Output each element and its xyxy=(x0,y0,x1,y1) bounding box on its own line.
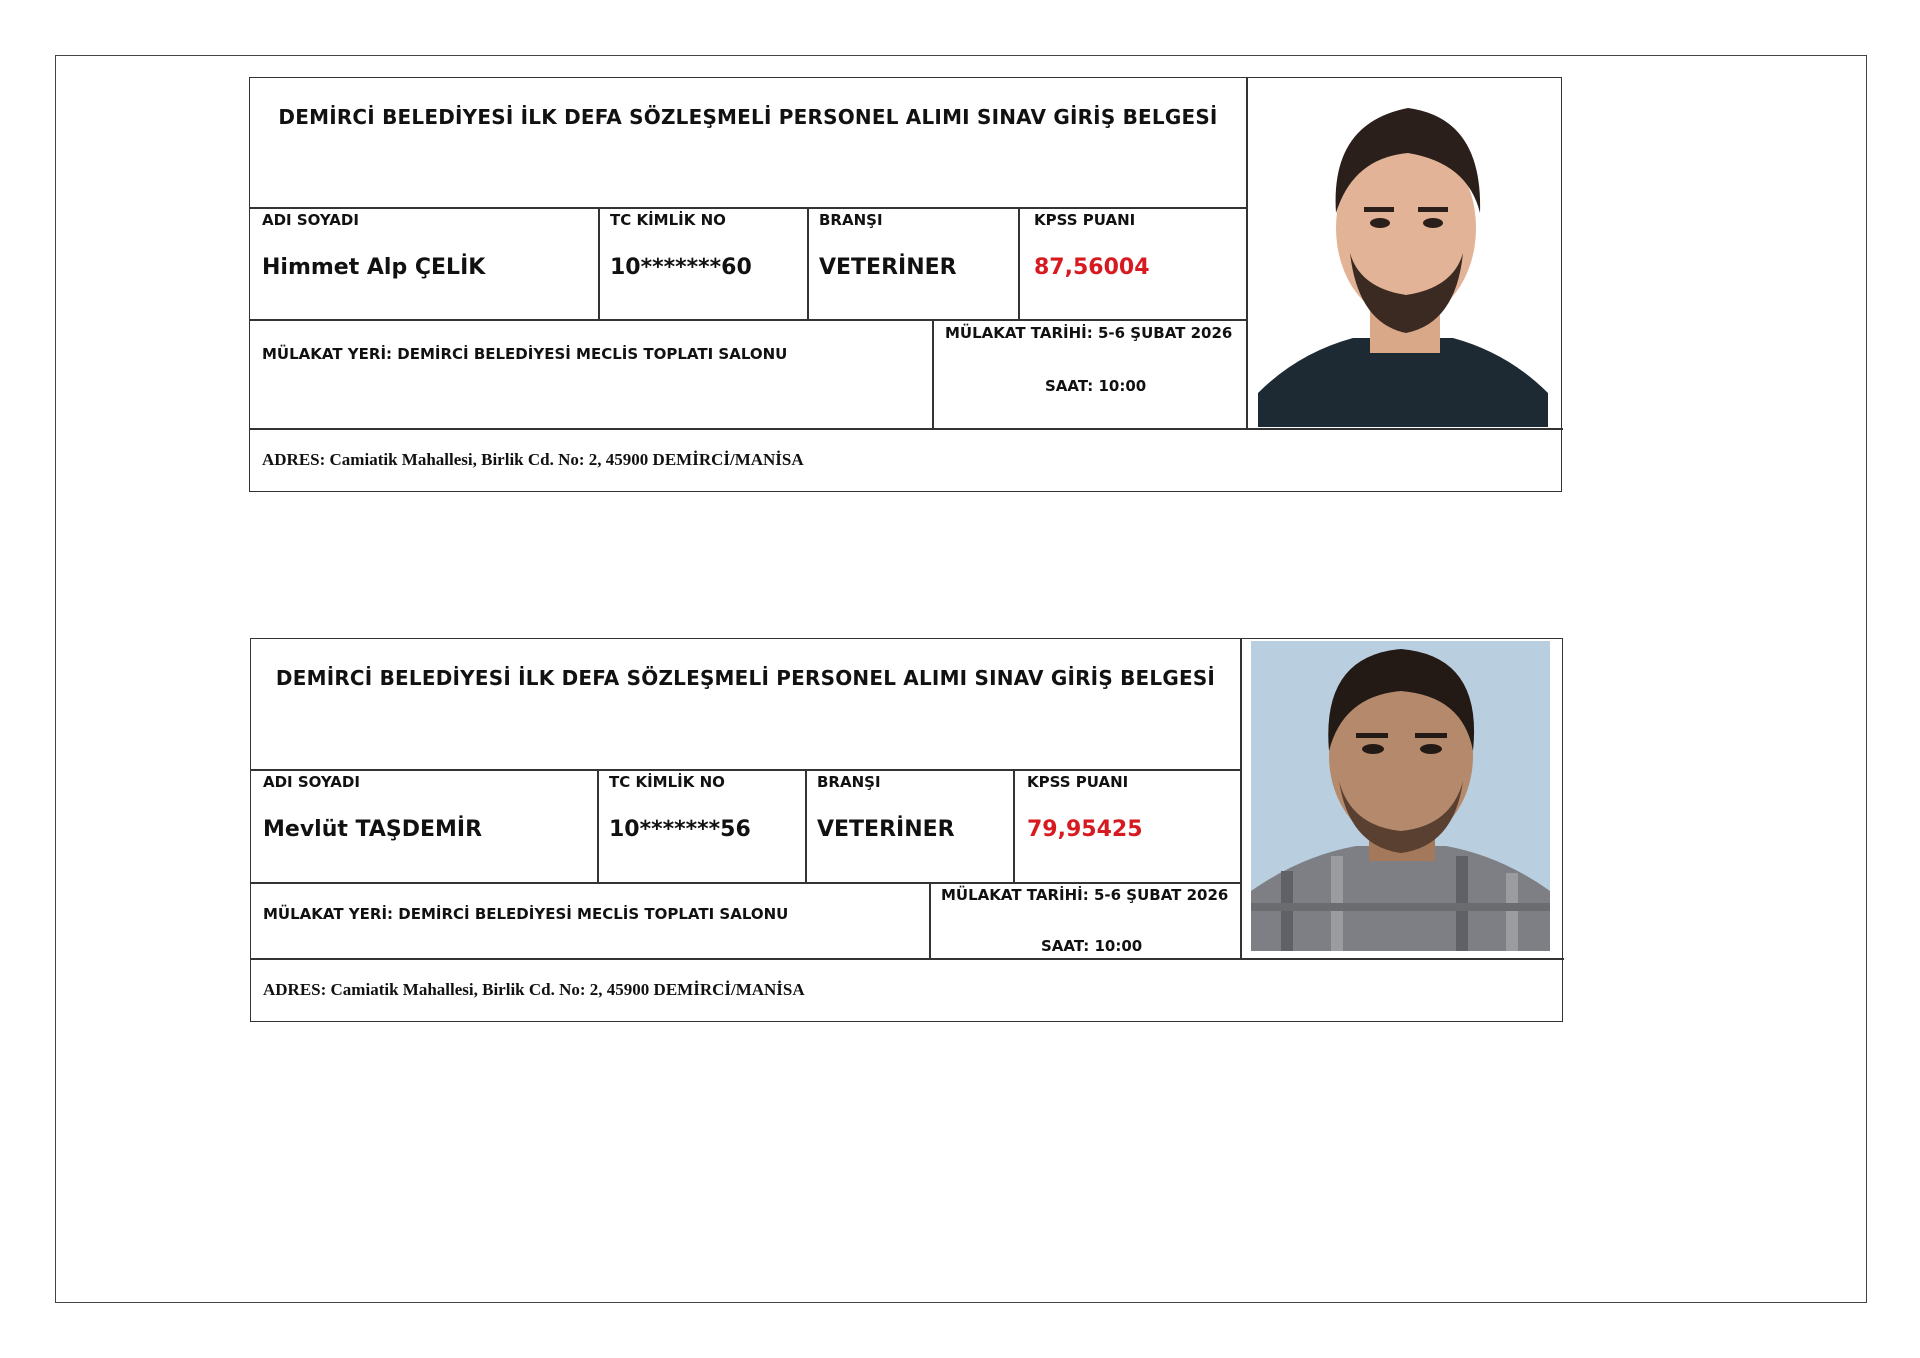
candidate-photo xyxy=(1258,83,1548,427)
tc-number: 10*******56 xyxy=(609,817,751,842)
tc-label: TC KİMLİK NO xyxy=(610,211,726,229)
kpss-score: 87,56004 xyxy=(1034,255,1150,280)
interview-venue: MÜLAKAT YERİ: DEMİRCİ BELEDİYESİ MECLİS TOPLATI SALONU xyxy=(263,905,789,923)
candidate-name: Mevlüt TAŞDEMİR xyxy=(263,817,483,842)
document-title: DEMİRCİ BELEDİYESİ İLK DEFA SÖZLEŞMELİ PERSONEL ALIMI SINAV GİRİŞ BELGESİ xyxy=(278,105,1218,129)
kpss-label: KPSS PUANI xyxy=(1027,773,1129,791)
interview-time: SAAT: 10:00 xyxy=(1045,377,1147,395)
address: ADRES: Camiatik Mahallesi, Birlik Cd. No: 2, 45900 DEMİRCİ/MANİSA xyxy=(263,980,805,999)
kpss-label: KPSS PUANI xyxy=(1034,211,1136,229)
branch-label: BRANŞI xyxy=(817,773,881,791)
kpss-score: 79,95425 xyxy=(1027,817,1143,842)
branch-value: VETERİNER xyxy=(819,255,957,280)
interview-date: MÜLAKAT TARİHİ: 5-6 ŞUBAT 2026 xyxy=(941,886,1229,904)
interview-venue: MÜLAKAT YERİ: DEMİRCİ BELEDİYESİ MECLİS TOPLATI SALONU xyxy=(262,345,788,363)
address: ADRES: Camiatik Mahallesi, Birlik Cd. No: 2, 45900 DEMİRCİ/MANİSA xyxy=(262,450,804,469)
branch-label: BRANŞI xyxy=(819,211,883,229)
name-label: ADI SOYADI xyxy=(263,773,360,791)
document-title: DEMİRCİ BELEDİYESİ İLK DEFA SÖZLEŞMELİ PERSONEL ALIMI SINAV GİRİŞ BELGESİ xyxy=(275,666,1216,690)
tc-number: 10*******60 xyxy=(610,255,752,280)
tc-label: TC KİMLİK NO xyxy=(609,773,725,791)
interview-date: MÜLAKAT TARİHİ: 5-6 ŞUBAT 2026 xyxy=(945,324,1233,342)
exam-entry-card-2 xyxy=(250,638,1563,1022)
interview-time: SAAT: 10:00 xyxy=(1041,937,1143,955)
branch-value: VETERİNER xyxy=(817,817,955,842)
candidate-photo xyxy=(1251,641,1550,951)
candidate-name: Himmet Alp ÇELİK xyxy=(262,255,486,280)
name-label: ADI SOYADI xyxy=(262,211,359,229)
exam-entry-card-1 xyxy=(249,77,1562,492)
